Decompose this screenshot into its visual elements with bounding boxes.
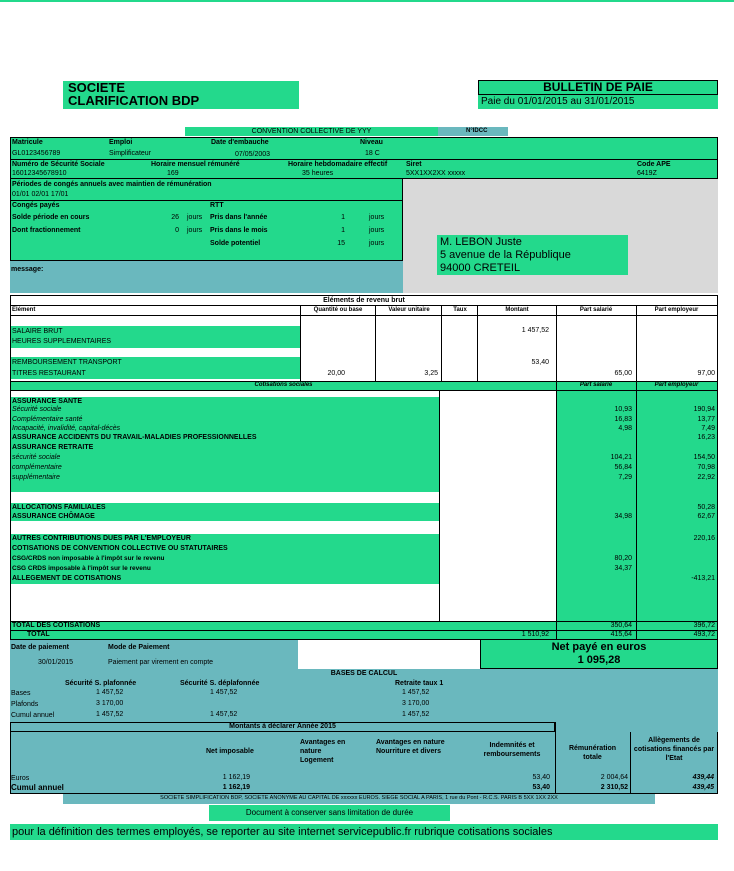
cumul-c2: 1 457,52 (210, 711, 238, 718)
pda-value: 1 (341, 214, 345, 221)
pda-jours: jours (369, 214, 385, 221)
cot-title: Cotisations sociales (254, 382, 313, 388)
conges-block (10, 179, 403, 261)
cot-row-label: Incapacité, invalidité, capital-décès (12, 425, 121, 432)
brut-row-4-vu: 3,25 (424, 370, 438, 377)
ape-value: 6419Z (637, 170, 657, 177)
bases-block (10, 669, 718, 722)
emploi-value: Simplificateur (109, 150, 152, 157)
cot-row-employeur: -413,21 (691, 575, 715, 582)
period-box (478, 95, 718, 109)
decl-h-av2: Avantages en nature Nourriture et divers (376, 739, 445, 755)
cumul-c1: 1 457,52 (96, 711, 124, 718)
euros-all: 439,44 (692, 774, 714, 781)
euros-ind: 53,40 (532, 774, 550, 781)
total-montant: 1 510,92 (521, 631, 549, 638)
h-montant: Montant (505, 307, 529, 313)
hmens-value: 169 (167, 170, 179, 177)
cot-row-label: COTISATIONS DE CONVENTION COLLECTIVE OU STATUTAIRES (12, 545, 228, 552)
company-name-line2: CLARIFICATION BDP (68, 93, 200, 108)
frac-jours: jours (187, 227, 203, 234)
embauche-label: Date d'embauche (211, 139, 269, 146)
niveau-label: Niveau (360, 139, 383, 146)
solde-jours: jours (187, 214, 203, 221)
plafonds-p3: 3 170,00 (402, 700, 430, 707)
cot-row-label: supplémentaire (12, 474, 60, 481)
niveau-value: 18 C (365, 150, 380, 157)
emploi-label: Emploi (109, 139, 133, 146)
euros-net: 1 162,19 (222, 774, 250, 781)
cot-row-label: ASSURANCE SANTE (12, 398, 83, 405)
legal-text: SOCIETE SIMPLIFICATION BDP, SOCIETE ANONYME AU CAPITAL DE xxxxxx EUROS. SIEGE SOCIAL A PARIS, 1 rue du Pont - R.C.S. PARIS B 5XX 1XX 2XX (160, 795, 558, 801)
cot-row-label: complémentaire (12, 464, 62, 471)
salary-table (10, 295, 718, 640)
cot-row-employeur: 16,23 (697, 434, 715, 441)
brut-row-4-emp: 97,00 (697, 370, 715, 377)
cot-row-employeur: 62,67 (697, 513, 715, 520)
company-block (63, 81, 299, 109)
keep-box (209, 805, 450, 821)
pot-label: Solde potentiel (210, 240, 261, 247)
total-cot-sal: 350,64 (610, 622, 632, 629)
net-label: Net payé en euros (551, 641, 647, 653)
cot-row-salarie: 4,98 (618, 425, 632, 432)
cot-row-employeur: 22,92 (697, 474, 715, 481)
matricule-label: Matricule (12, 139, 43, 146)
total-cot-emp: 396,72 (693, 622, 715, 629)
frac-value: 0 (175, 227, 179, 234)
cot-row-label: CSG/CRDS non imposable à l'impôt sur le revenu (12, 555, 165, 562)
cot-row-employeur: 220,16 (693, 535, 715, 542)
pda-label: Pris dans l'année (210, 214, 268, 221)
cot-h-emp: Part employeur (654, 382, 699, 388)
top-border (0, 0, 734, 2)
bases-title: BASES DE CALCUL (330, 670, 398, 677)
pot-jours: jours (369, 240, 385, 247)
pay-date: 30/01/2015 (38, 659, 74, 666)
brut-row-4-qte: 20,00 (327, 370, 345, 377)
brut-row-4-sal: 65,00 (614, 370, 632, 377)
net-value: 1 095,28 (577, 654, 621, 666)
company-name-line1: SOCIETE (68, 80, 126, 95)
cot-row-salarie: 34,37 (614, 565, 632, 572)
periodes-label: Périodes de congés annuels avec maintien de rémunération (12, 181, 212, 188)
pay-date-label: Date de paiement (11, 644, 69, 651)
solde-value: 26 (171, 214, 179, 221)
euros-rem: 2 004,64 (600, 774, 628, 781)
cumul-c3: 1 457,52 (402, 711, 430, 718)
cot-row-employeur: 50,28 (697, 504, 715, 511)
cp-label: Congés payés (12, 202, 60, 209)
bases-b3: 1 457,52 (402, 689, 430, 696)
cot-h-sal: Part salarié (579, 382, 613, 388)
bases-b1: 1 457,52 (96, 689, 124, 696)
cumul-all: 439,45 (692, 784, 714, 791)
cot-row-label: CSG CRDS imposable à l'impôt sur le revenu (12, 565, 151, 572)
decl-block (10, 722, 718, 794)
address-street: 5 avenue de la République (440, 249, 571, 261)
h-qte: Quantité ou base (313, 307, 363, 313)
hmens-label: Horaire mensuel rémunéré (151, 161, 240, 168)
pdm-jours: jours (369, 227, 385, 234)
decl-h-all: Allègements de cotisations financés par l'Etat (633, 737, 715, 762)
decl-h-rem: Rémunération totale (568, 745, 617, 761)
convention-bar (185, 127, 438, 136)
cot-row-employeur: 7,49 (701, 425, 715, 432)
secu-value: 16012345678910 (12, 170, 67, 177)
decl-h-ind: Indemnités et remboursements (483, 742, 541, 758)
h-taux: Taux (453, 307, 467, 313)
address-box (437, 235, 628, 275)
decl-h-av1: Avantages en nature Logement (300, 739, 346, 764)
message-label: message: (11, 266, 44, 273)
siret-value: 5XX1XX2XX xxxxx (406, 170, 466, 177)
idcc-box (438, 127, 508, 136)
brut-row-4: TITRES RESTAURANT (12, 370, 86, 377)
idcc-label: N°IDCC (466, 128, 488, 134)
total-label: TOTAL (27, 631, 50, 638)
cumul-net: 1 162,19 (222, 784, 250, 791)
legal-footer (63, 794, 655, 804)
pot-value: 15 (337, 240, 345, 247)
cot-row-label: ALLOCATIONS FAMILIALES (12, 504, 106, 511)
cot-row-employeur: 190,94 (693, 406, 715, 413)
cot-row-label: ALLEGEMENT DE COTISATIONS (12, 575, 122, 582)
cot-row-employeur: 13,77 (697, 416, 715, 423)
brut-row-2: HEURES SUPPLEMENTAIRES (12, 338, 112, 345)
brut-row-3-montant: 53,40 (531, 359, 549, 366)
total-cot-label: TOTAL DES COTISATIONS (12, 622, 101, 629)
brut-title: Eléments de revenu brut (323, 297, 405, 304)
note-text: pour la définition des termes employés, se reporter au site internet servicepublic.fr rubrique cotisations sociales (12, 826, 553, 838)
cot-row-salarie: 16,83 (614, 416, 632, 423)
h-element: Elément (12, 307, 36, 313)
cumul-rem: 2 310,52 (600, 784, 628, 791)
pay-period: Paie du 01/01/2015 au 31/01/2015 (481, 96, 635, 107)
embauche-value: 07/05/2003 (235, 151, 271, 158)
net-block (480, 640, 718, 669)
cot-row-salarie: 10,93 (614, 406, 632, 413)
matricule-value: GL0123456789 (12, 150, 61, 157)
brut-row-1: SALAIRE BRUT (12, 328, 63, 335)
cot-row-employeur: 154,50 (693, 454, 715, 461)
secu-label: Numéro de Sécurité Sociale (12, 161, 105, 168)
employee-info (10, 137, 718, 179)
cot-row-employeur: 70,98 (697, 464, 715, 471)
plafonds-p1: 3 170,00 (96, 700, 124, 707)
cumul-row-label: Cumul annuel (11, 712, 55, 719)
decl-title: Montants à déclarer Année 2015 (229, 723, 336, 730)
h-vu: Valeur unitaire (388, 307, 430, 313)
convention-label: CONVENTION COLLECTIVE DE YYY (251, 128, 372, 135)
euros-label: Euros (11, 775, 30, 782)
frac-label: Dont fractionnement (12, 227, 81, 234)
total-sal: 415,64 (610, 631, 632, 638)
hhebdo-value: 35 heures (302, 170, 334, 177)
brut-row-1-montant: 1 457,52 (521, 327, 549, 334)
pdm-label: Pris dans le mois (210, 227, 268, 234)
title-box (478, 80, 718, 95)
cot-row-salarie: 34,98 (614, 513, 632, 520)
h-part-salarie: Part salarié (579, 307, 613, 313)
doc-title: BULLETIN DE PAIE (543, 80, 653, 94)
cot-row-salarie: 7,29 (618, 474, 632, 481)
cot-row-label: Sécurité sociale (12, 406, 62, 413)
pay-mode-label: Mode de Paiement (108, 644, 170, 651)
cot-row-label: Complémentaire santé (12, 416, 83, 423)
solde-label: Solde période en cours (12, 214, 90, 221)
cot-row-label: ASSURANCE CHÔMAGE (12, 513, 95, 520)
message-block (10, 261, 403, 293)
hhebdo-label: Horaire hebdomadaire effectif (288, 161, 388, 168)
cot-row-salarie: 80,20 (614, 555, 632, 562)
plafonds-row-label: Plafonds (11, 701, 39, 708)
cot-row-label: ASSURANCE ACCIDENTS DU TRAVAIL-MALADIES PROFESSIONNELLES (12, 434, 257, 441)
cot-row-salarie: 104,21 (610, 454, 632, 461)
cumul-ind: 53,40 (532, 784, 550, 791)
brut-row-3: REMBOURSEMENT TRANSPORT (12, 359, 122, 366)
bases-h3: Retraite taux 1 (395, 680, 444, 687)
h-part-employeur: Part employeur (654, 307, 699, 313)
bases-row-label: Bases (11, 690, 31, 697)
address-name: M. LEBON Juste (440, 236, 522, 248)
cot-row-label: AUTRES CONTRIBUTIONS DUES PAR L'EMPLOYEUR (12, 535, 191, 542)
note-box (10, 824, 718, 840)
address-city: 94000 CRETEIL (440, 262, 521, 274)
pdm-value: 1 (341, 227, 345, 234)
cot-row-label: sécurité sociale (12, 454, 61, 461)
rtt-label: RTT (210, 202, 224, 209)
bases-b2: 1 457,52 (210, 689, 238, 696)
payment-block (10, 640, 298, 669)
ape-label: Code APE (637, 161, 671, 168)
pay-mode: Paiement par virement en compte (108, 659, 214, 666)
siret-label: Siret (406, 161, 422, 168)
periodes-value: 01/01 02/01 17/01 (12, 191, 69, 198)
bases-h2: Sécurité S. déplafonnée (180, 680, 260, 687)
decl-h-net: Net imposable (206, 748, 254, 755)
bases-h1: Sécurité S. plafonnée (65, 680, 137, 687)
cot-row-salarie: 56,84 (614, 464, 632, 471)
cot-row-label: ASSURANCE RETRAITE (12, 444, 94, 451)
total-emp: 493,72 (693, 631, 715, 638)
cumul-annuel-label: Cumul annuel (11, 783, 64, 792)
keep-text: Document à conserver sans limitation de durée (245, 808, 414, 817)
